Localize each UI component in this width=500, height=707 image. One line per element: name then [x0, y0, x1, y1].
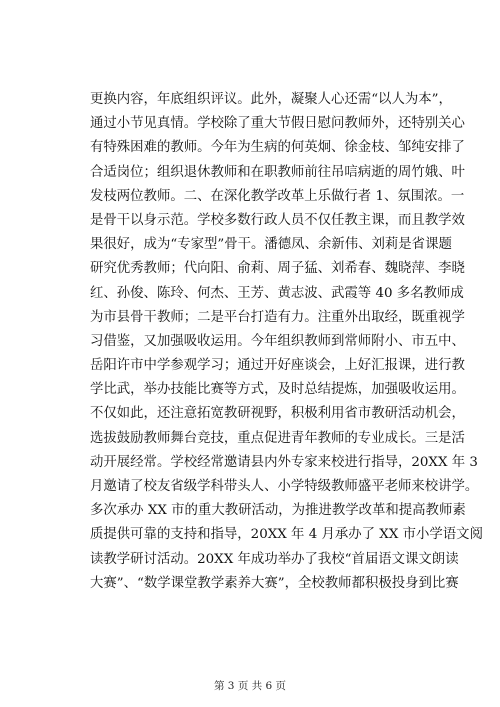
text-line: 果很好，成为“专家型”骨干。潘德凤、余新伟、刘莉是省课题	[90, 237, 452, 253]
text-line: 是骨干以身示范。学校多数行政人员不仅任教主课，而且教学效	[90, 212, 465, 228]
text-line: 学比武，举办技能比赛等方式，及时总结提炼，加强吸收运用。	[90, 382, 465, 398]
text-line: 发枝两位教师。二、在深化教学改革上乐做行者 1、氛围浓。一	[90, 188, 465, 204]
text-line: 选拔鼓励教师舞台竞技，重点促进青年教师的专业成长。三是活	[90, 430, 465, 446]
text-line: 习借鉴，又加强吸收运用。今年组织教师到常师附小、市五中、	[90, 333, 465, 349]
text-line: 合适岗位；组织退休教师和在职教师前往吊唁病逝的周竹娥、叶	[90, 164, 465, 180]
text-line: 有特殊困难的教师。今年为生病的何英炯、徐金枝、邹纯安排了	[90, 140, 465, 156]
text-line: 不仅如此，还注意拓宽教研视野，积极利用省市教研活动机会，	[90, 406, 465, 422]
body-text	[90, 88, 483, 596]
text-line: 多次承办 XX 市的重大教研活动，为推进教学改革和提高教师素	[90, 503, 466, 519]
page-number-footer: 第 3 页 共 6 页	[213, 680, 287, 692]
text-line: 通过小节见真情。学校除了重大节假日慰问教师外，还特别关心	[90, 116, 465, 132]
text-line: 为市县骨干教师；二是平台打造有力。注重外出取经，既重视学	[90, 309, 465, 325]
text-line: 质提供可靠的支持和指导，20XX 年 4 月承办了 XX 市小学语文阅	[90, 527, 483, 543]
text-line: 大赛”、“数学课堂教学素养大赛”，全校教师都积极投身到比赛	[90, 575, 459, 591]
text-line: 红、孙俊、陈玲、何杰、王芳、黄志波、武霞等 40 多名教师成	[90, 285, 464, 301]
text-line: 读教学研讨活动。20XX 年成功举办了我校“首届语文课文朗读	[90, 551, 459, 567]
text-line: 动开展经常。学校经常邀请县内外专家来校进行指导，20XX 年 3	[90, 454, 478, 470]
text-line: 岳阳许市中学参观学习；通过开好座谈会，上好汇报课，进行教	[90, 358, 465, 374]
text-line: 月邀请了校友省级学科带头人、小学特级教师盛平老师来校讲学。	[90, 479, 479, 494]
text-line: 更换内容，年底组织评议。此外，凝聚人心还需“以人为本”，	[90, 92, 452, 107]
text-line: 研究优秀教师；代向阳、俞莉、周子猛、刘希春、魏晓萍、李晓	[90, 261, 465, 277]
